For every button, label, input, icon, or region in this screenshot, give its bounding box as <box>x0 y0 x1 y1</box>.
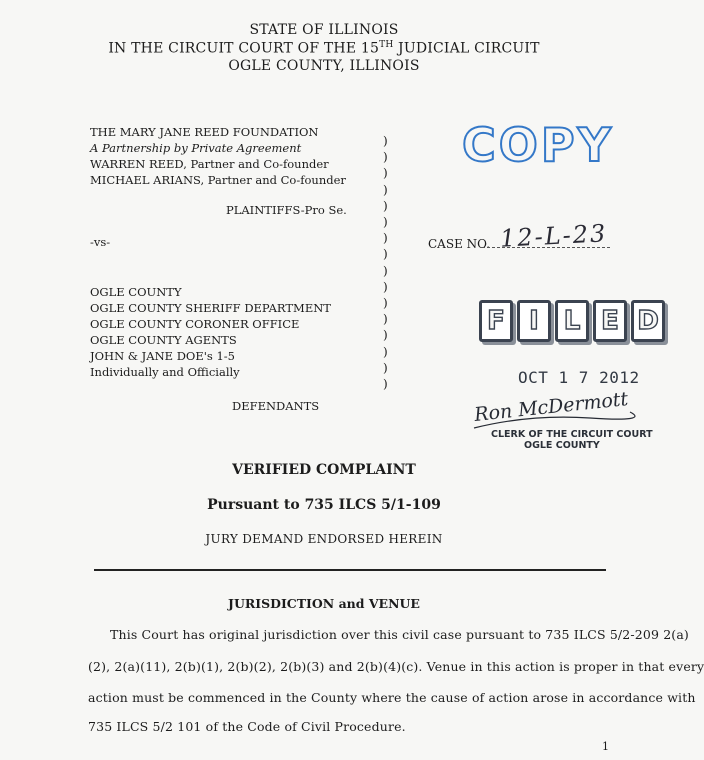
plaintiff-org-sub: A Partnership by Private Agreement <box>90 141 302 155</box>
section-heading: JURISDICTION and VENUE <box>228 596 420 611</box>
paren: ) <box>383 166 388 181</box>
body-line: action must be commenced in the County where the cause of action arose in accordance with <box>88 690 696 705</box>
court-circuit-sup: TH <box>379 40 394 50</box>
court-circuit-pre: IN THE CIRCUIT COURT OF THE 15 <box>108 40 380 57</box>
court-circuit-post: JUDICIAL CIRCUIT <box>393 40 540 57</box>
filed-letter: I <box>517 300 551 342</box>
clerk-signature: Ron McDermott <box>473 387 630 427</box>
paren: ) <box>383 198 388 213</box>
case-no-handwritten: 12-L-23 <box>499 219 608 253</box>
copy-stamp: COPY <box>462 118 614 172</box>
caption-parentheses <box>383 133 395 392</box>
filed-letter: L <box>555 300 589 342</box>
defendant-name: Individually and Officially <box>90 365 240 379</box>
paren: ) <box>383 360 388 375</box>
paren: ) <box>383 263 388 278</box>
clerk-title: CLERK OF THE CIRCUIT COURT <box>491 429 653 440</box>
body-line: This Court has original jurisdiction over this civil case pursuant to 735 ILCS 5/2-209 2(a) <box>110 627 689 642</box>
page-number: 1 <box>602 740 609 753</box>
clerk-county: OGLE COUNTY <box>524 440 600 451</box>
filed-letter: D <box>631 300 665 342</box>
court-county: OGLE COUNTY, ILLINOIS <box>228 58 420 74</box>
defendant-name: OGLE COUNTY CORONER OFFICE <box>90 317 300 331</box>
case-no-label: CASE NO. <box>428 237 491 251</box>
plaintiffs-role: PLAINTIFFS-Pro Se. <box>226 203 347 217</box>
section-divider <box>94 569 606 571</box>
document-pursuant: Pursuant to 735 ILCS 5/1-109 <box>207 497 441 513</box>
filed-date: OCT 1 7 2012 <box>518 368 640 387</box>
body-line: (2), 2(a)(11), 2(b)(1), 2(b)(2), 2(b)(3) and 2(b)(4)(c). Venue in this action is proper in that every <box>88 659 704 674</box>
court-state: STATE OF ILLINOIS <box>249 22 399 38</box>
defendant-name: JOHN & JANE DOE's 1-5 <box>90 349 235 363</box>
plaintiff-org: THE MARY JANE REED FOUNDATION <box>90 125 319 139</box>
paren: ) <box>383 150 388 165</box>
paren: ) <box>383 296 388 311</box>
paren: ) <box>383 247 388 262</box>
paren: ) <box>383 182 388 197</box>
defendants-role: DEFENDANTS <box>232 399 320 413</box>
versus: -vs- <box>90 235 111 249</box>
paren: ) <box>383 344 388 359</box>
plaintiff-name: MICHAEL ARIANS, Partner and Co-founder <box>90 173 346 187</box>
paren: ) <box>383 134 388 148</box>
body-line: 735 ILCS 5/2 101 of the Code of Civil Procedure. <box>88 719 406 734</box>
filed-letter: E <box>593 300 627 342</box>
paren: ) <box>383 279 388 294</box>
paren: ) <box>383 215 388 230</box>
defendant-name: OGLE COUNTY AGENTS <box>90 333 237 347</box>
filed-stamp <box>479 300 669 342</box>
paren: ) <box>383 328 388 343</box>
defendant-name: OGLE COUNTY SHERIFF DEPARTMENT <box>90 301 331 315</box>
defendant-name: OGLE COUNTY <box>90 285 182 299</box>
paren: ) <box>383 377 388 392</box>
jury-demand: JURY DEMAND ENDORSED HEREIN <box>205 532 443 546</box>
paren: ) <box>383 231 388 246</box>
plaintiff-name: WARREN REED, Partner and Co-founder <box>90 157 329 171</box>
court-circuit <box>0 40 648 57</box>
document-title: VERIFIED COMPLAINT <box>232 462 416 478</box>
paren: ) <box>383 312 388 327</box>
filed-letter: F <box>479 300 513 342</box>
